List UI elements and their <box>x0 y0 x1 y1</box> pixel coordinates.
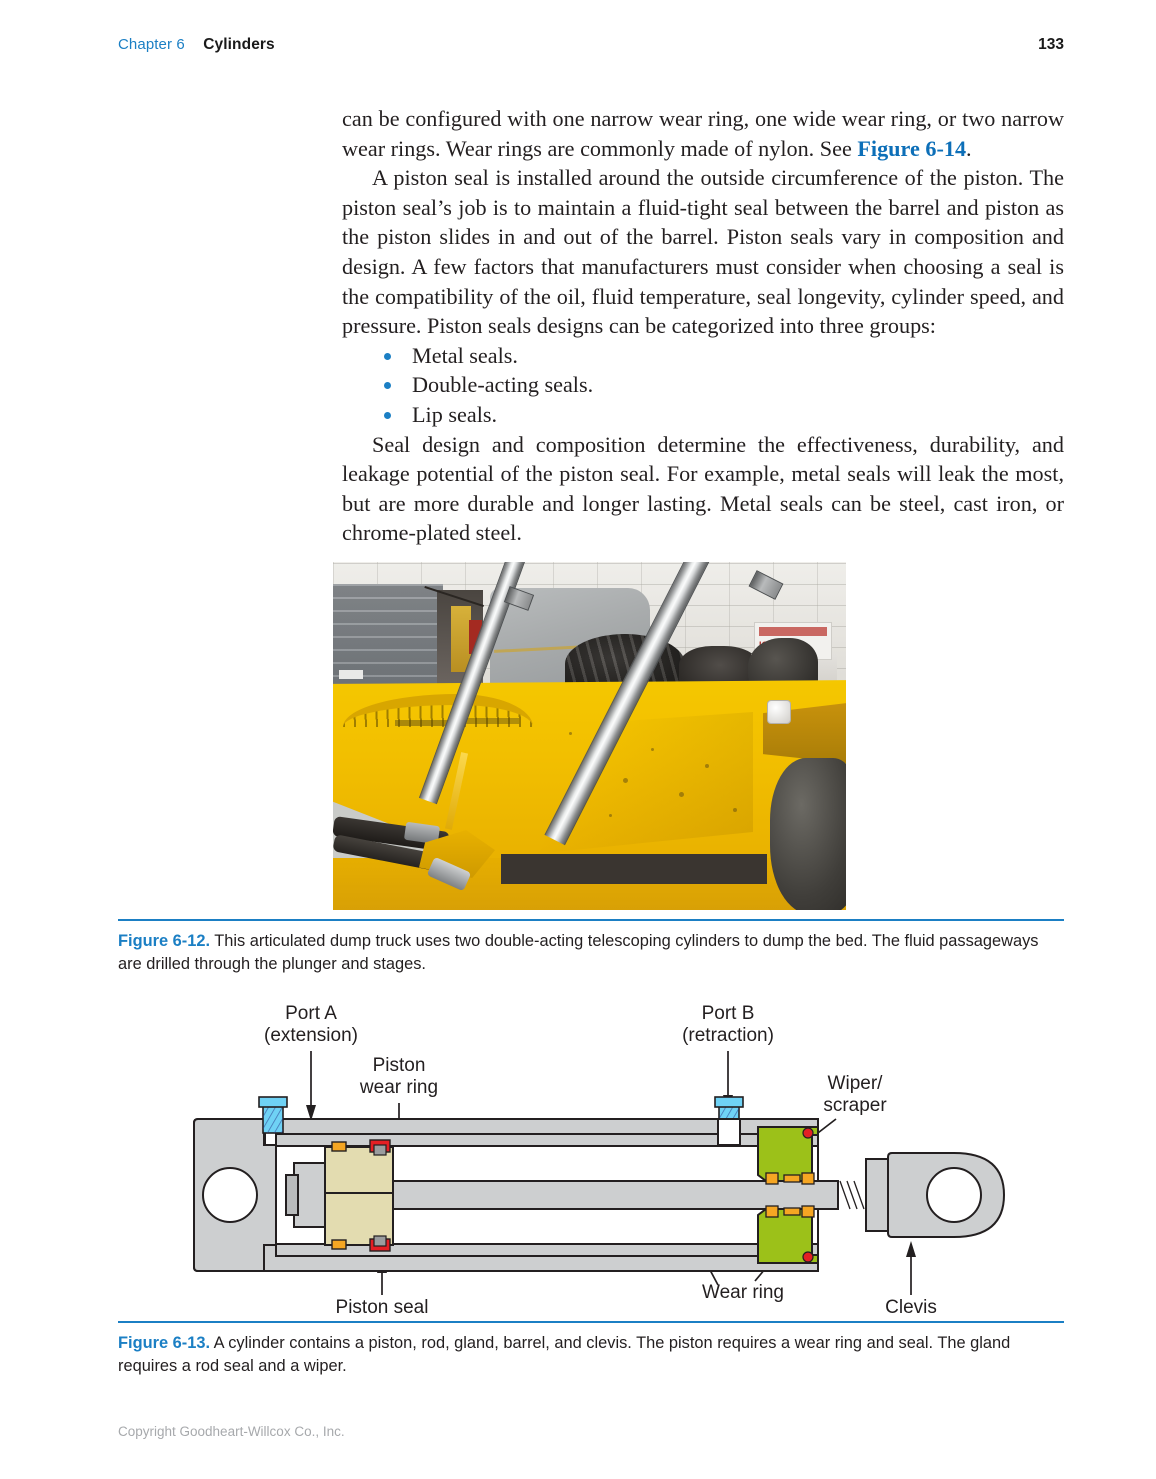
paragraph-seal-design: Seal design and composition determine the effectiveness, durability, and leakage potential of the piston seal. For example, metal seals will leak the most, but are more durable and longer lasting. Metal seals can be steel, cast iron, or chrome-plated steel. <box>342 431 1064 546</box>
rod-shoulder <box>286 1175 298 1215</box>
door-placard <box>339 670 363 679</box>
foreground-rock <box>770 758 846 910</box>
gland-seals-lower <box>766 1206 814 1217</box>
bullet-icon <box>384 353 391 360</box>
piston-wear-ring-top <box>332 1142 346 1151</box>
list-item-label: Metal seals. <box>412 342 518 368</box>
bullet-icon <box>384 412 391 419</box>
callout-wiper-line2: scraper <box>823 1095 887 1116</box>
callout-piston-wear-ring-line1: Piston <box>372 1055 426 1076</box>
callout-port-a-line2: (extension) <box>264 1025 358 1046</box>
figure-6-12-photo <box>333 562 846 910</box>
rod-threads <box>840 1181 864 1209</box>
gland-seals-upper <box>766 1173 814 1184</box>
caption-rule <box>118 919 1064 921</box>
seal-groups-list <box>342 341 1064 430</box>
callout-piston-seal: Piston seal <box>335 1297 429 1318</box>
mud-speck <box>609 814 612 817</box>
list-item-label: Double-acting seals. <box>412 372 594 398</box>
list-item-label: Lip seals. <box>412 401 498 427</box>
figure-6-12-caption-text: This articulated dump truck uses two double-acting telescoping cylinders to dump the bed. The fluid passageways are drilled through the plunger and stages. <box>118 932 1039 973</box>
figure-6-13-diagram <box>118 995 1064 1320</box>
under-bed-shadow <box>501 854 767 884</box>
gland-oring-top <box>803 1128 813 1138</box>
list-item <box>342 400 1064 430</box>
mud-speck <box>705 764 709 768</box>
sign-banner <box>759 627 827 636</box>
figure-6-13-caption-text: A cylinder contains a piston, rod, gland, barrel, and clevis. The piston requires a wear ring and seal. The gland requires a rod seal and a wiper. <box>118 1334 1011 1375</box>
figure-6-12-caption <box>118 930 1064 975</box>
callout-clevis: Clevis <box>885 1297 937 1318</box>
running-head <box>118 36 1064 58</box>
body-column <box>342 104 1064 548</box>
callout-piston-wear-ring-line2: wear ring <box>359 1077 439 1098</box>
cap-end-mounting-eye <box>203 1168 257 1222</box>
cylinder-cross-section <box>194 1097 1004 1271</box>
white-cap <box>767 700 791 724</box>
callout-port-a-line1: Port A <box>285 1003 337 1024</box>
port-a-fitting <box>259 1097 287 1133</box>
caption-rule <box>118 1321 1064 1323</box>
paragraph-1-tail: . <box>966 135 972 161</box>
mud-speck <box>733 808 737 812</box>
mud-speck <box>569 732 572 735</box>
bullet-icon <box>384 382 391 389</box>
mud-speck <box>623 778 628 783</box>
callout-port-b-line2: (retraction) <box>682 1025 774 1046</box>
figure-6-13-caption <box>118 1332 1064 1377</box>
callout-wiper-line1: Wiper/ <box>827 1073 883 1094</box>
callout-port-b-line1: Port B <box>701 1003 755 1024</box>
spiral-hose-wrap <box>343 680 533 726</box>
mud-speck <box>679 792 684 797</box>
callout-wear-ring: Wear ring <box>701 1282 785 1303</box>
paragraph-1-text: can be configured with one narrow wear ring, one wide wear ring, or two narrow wear rings. Wear rings are commonly made of nylon. See <box>342 106 1064 161</box>
paragraph-piston-seal: A piston seal is installed around the outside circumference of the piston. The piston seal’s job is to maintain a fluid-tight seal between the barrel and piston as the piston slides in and out of the barrel. Piston seals vary in composition and design. A few factors that manufacturers must consider when choosing a seal is the compatibility of the oil, fluid temperature, seal longevity, cylinder speed, and pressure. Piston seals designs can be categorized into three groups: <box>342 165 1064 339</box>
port-b-passage <box>718 1119 740 1145</box>
list-item <box>342 341 1064 371</box>
gland-oring-bottom <box>803 1252 813 1262</box>
figure-6-13-label: Figure 6-13. <box>118 1334 210 1352</box>
list-item <box>342 370 1064 400</box>
photo-scene <box>333 562 846 910</box>
piston-wear-ring-bottom <box>332 1240 346 1249</box>
copyright-footer: Copyright Goodheart-Willcox Co., Inc. <box>118 1424 345 1439</box>
chapter-title: Cylinders <box>203 36 275 53</box>
mud-speck <box>651 748 654 751</box>
clevis-mounting-eye <box>927 1168 981 1222</box>
chapter-number: Chapter 6 <box>118 36 185 53</box>
paragraph-continuation <box>342 104 1064 163</box>
figure-6-12-label: Figure 6-12. <box>118 932 210 950</box>
figure-reference-link[interactable]: Figure 6-14 <box>857 135 967 161</box>
page-number: 133 <box>1038 36 1064 53</box>
